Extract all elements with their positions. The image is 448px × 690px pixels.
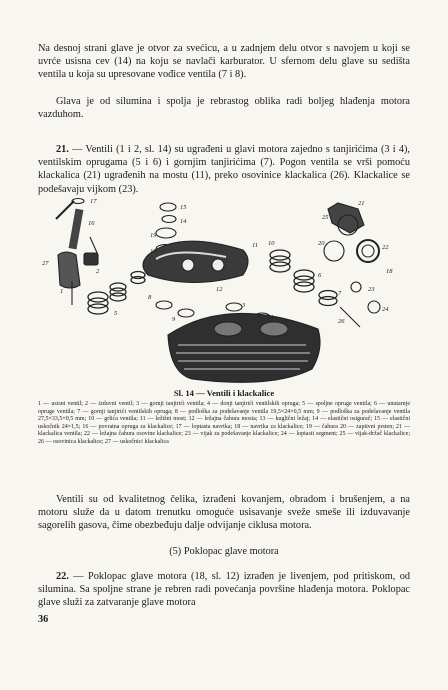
section-heading: (5) Poklopac glave motora: [169, 546, 279, 557]
part-label: 10: [268, 240, 275, 247]
paragraph-valves: [38, 143, 410, 196]
part-label: 15: [180, 204, 187, 211]
part-label: 8: [148, 294, 152, 301]
part-label: 5: [114, 310, 118, 317]
part-label: 3: [242, 302, 246, 309]
figure-valves-rockers: [38, 195, 410, 383]
part-label: 25: [322, 214, 329, 221]
part-label: 1: [60, 288, 64, 295]
part-label: 2: [96, 268, 100, 275]
exploded-view-drawing: [38, 195, 410, 383]
part-label: 12: [216, 286, 223, 293]
paragraph-text: — Ventili (1 i 2, sl. 14) su ugrađeni u glavi motora zajedno s tanjirićima (3 i 4), ventilskim oprugama (5 i 6) i gornjim tanjirićima (7). Pogon ventila se vrši pomoću klackalica (21) ugrađenih na mostu (11), preko osovinice klackalica (26). Klackalice se podešavaju vijkom (23).: [38, 144, 410, 195]
part-label: 20: [318, 240, 325, 247]
part-label: 16: [88, 220, 95, 227]
part-label: 14: [180, 218, 187, 225]
part-label: 11: [252, 242, 259, 249]
paragraph-head-material: Glava je od silumina i spolja je rebrastog oblika radi boljeg hlađenja motora vazduhom.: [38, 96, 410, 121]
part-label: 4: [270, 314, 274, 321]
paragraph-text: — Poklopac glave motora (18, sl. 12) izrađen je livenjem, pod pritiskom, od silumina. Sa spoljne strane je rebren radi povećanja površine hlađenja motora. Poklopac glave služi za zatvaranje glave motora: [38, 571, 410, 609]
part-label: 6: [318, 272, 322, 279]
part-label: 19: [150, 232, 157, 239]
section-number: 21.: [56, 144, 69, 155]
part-label: 17: [90, 198, 97, 205]
part-label: 24: [382, 306, 389, 313]
part-label: 22: [382, 244, 389, 251]
part-label: 13: [150, 248, 157, 255]
part-label: 23: [368, 286, 375, 293]
paragraph-head-cover: [38, 570, 410, 610]
paragraph-valve-material: Ventili su od kvalitetnog čelika, izrađeni kovanjem, obradom i brušenjem, a na motoru služe da u datom trenutku omoguće usisavanje sveže smeše ili izduvavanje sagorelih gasova, čime obezbeđuju dalje odvijanje ciklusa motora.: [38, 494, 410, 532]
part-label: 7: [338, 290, 342, 297]
part-label: 9: [172, 316, 176, 323]
figure-caption: Sl. 14 — Ventili i klackalice: [173, 388, 275, 398]
paragraph-cylinder-head-openings: Na desnoj strani glave je otvor za svećicu, a u zadnjem delu otvor s navojem u koji se uvrće usisna cev (14) na koju se navlači karburator. U sfernom delu glave su sedišta ventila u koja su upresovane vođice ventila (7 i 8).: [38, 43, 410, 81]
page-number: 36: [38, 614, 49, 625]
part-label: 21: [358, 200, 365, 207]
figure-legend: 1 — usisni ventil; 2 — izduvni ventil; 3 — gornji tanjirići ventila; 4 — donji tanjirići ventilskih opruga; 5 — spoljne opruge ventila; 6 — unutarnje opruge ventila; 7 — gornji tanjirići ventilskih opruga; 8 — podloška za podešavanje ventila 19,5×24×0,5 mm; 9 — podloška za podešavanje ventila 27,5×33,5×0,5 mm; 10 — grlića ventila; 11 — ležišni most; 12 — ležajna čahura mosta; 13 — kuglični ležaj; 14 — elastični osigurač; 15 — elastični uskočnik 24×1,5; 16 — povratna opruga za klackalice; 17 — loptasta navrtka; 18 — navrtka za klackalice; 19 — čahura 20 — zaptivni prsten; 21 — klackalica ventila; 22 — ležajna čahura osovine klackalice; 23 — vijak za podešavanje klackalice; 24 — loptasti segment; 25 — vijak-držač klackalice; 26 — osovinica klackalice; 27 — uskočnici klackalica: [38, 401, 410, 445]
part-label: 26: [338, 318, 345, 325]
part-label: 18: [386, 268, 393, 275]
section-number: 22.: [56, 571, 69, 582]
part-label: 27: [42, 260, 49, 267]
